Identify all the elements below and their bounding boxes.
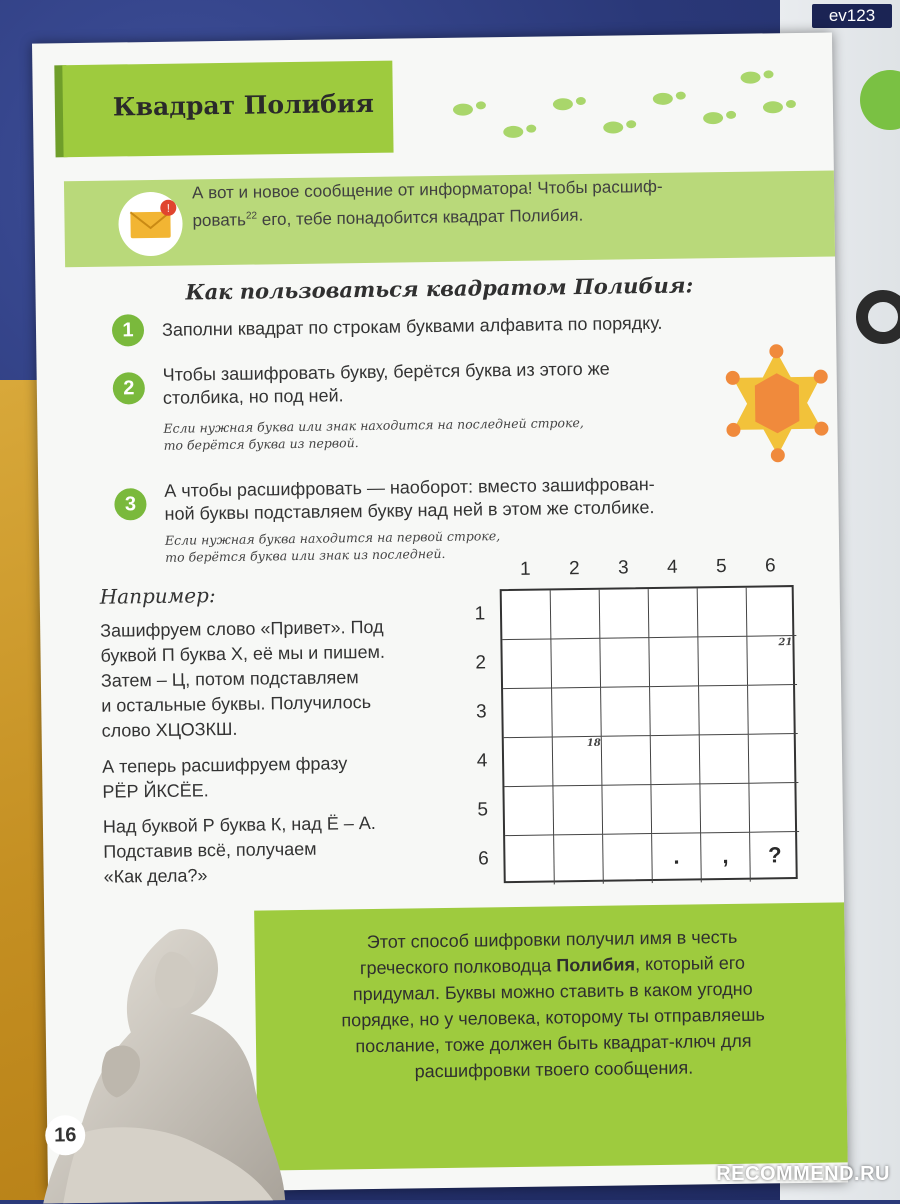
grid-cell [649, 637, 699, 687]
watermark-top: ev123 [812, 4, 892, 28]
grid-cell [650, 686, 700, 736]
cipher-grid [500, 585, 798, 883]
grid-cell [749, 734, 799, 784]
row-label-6: 6 [477, 848, 489, 870]
grid-cell [601, 687, 651, 737]
col-label-3: 3 [617, 557, 629, 579]
row-label-3: 3 [475, 701, 487, 723]
step-2-text: Чтобы зашифровать букву, берётся буква из этого же столбика, но под ней. [162, 358, 610, 408]
page-title: Квадрат Полибия [112, 88, 375, 122]
grid-cell [600, 589, 650, 639]
envelope-icon [118, 192, 183, 257]
grid-cell [602, 736, 652, 786]
grid-cell [503, 688, 553, 738]
envelope-badge [118, 192, 183, 257]
footnote-18: 18 [586, 737, 601, 749]
grid-cell [699, 686, 749, 736]
grid-cell [502, 639, 552, 689]
footnote-21: 21 [778, 637, 793, 649]
grid-cell [504, 737, 554, 787]
step-3-number: 3 [114, 488, 146, 520]
next-page-ring [856, 290, 900, 344]
polybius-square [459, 551, 794, 886]
grid-cell-period: . [652, 833, 702, 883]
grid-cell [651, 735, 701, 785]
grid-cell [551, 639, 601, 689]
example-paragraph-3: Над буквой Р буква К, над Ё – А. Подставив всё, получаем «Как дела?» [102, 812, 376, 887]
col-label-5: 5 [715, 555, 727, 578]
grid-cell [505, 835, 555, 885]
row-label-1: 1 [474, 603, 486, 625]
grid-cell [700, 735, 750, 785]
footprints-icon [432, 53, 813, 148]
example-heading: Например: [99, 583, 216, 609]
step-2-note: Если нужная буква или знак находится на последней строке, то берётся буква из первой. [163, 414, 584, 453]
polybius-statue-image [19, 890, 293, 1204]
step-2-number: 2 [113, 372, 145, 404]
next-page-green-circle [860, 70, 900, 130]
grid-cell [504, 786, 554, 836]
row-label-5: 5 [477, 799, 489, 821]
grid-cell-comma: , [701, 833, 751, 883]
col-label-6: 6 [764, 555, 776, 577]
grid-cell [602, 785, 652, 835]
svg-text:!: ! [166, 202, 170, 215]
col-label-2: 2 [568, 558, 580, 580]
book-page [32, 32, 848, 1193]
grid-cell [698, 637, 748, 687]
step-1-number: 1 [112, 314, 144, 346]
col-label-4: 4 [666, 556, 678, 578]
grid-cell [551, 590, 601, 640]
example-paragraph-2: А теперь расшифруем фразу РЁР ЙКСЁЕ. [101, 753, 348, 802]
grid-cell-footnote-18 [553, 737, 603, 787]
grid-cell [698, 588, 748, 638]
example-paragraph-1: Зашифруем слово «Привет». Под буквой П буква Х, её мы и пишем. Затем – Ц, потом подставляем и остальные буквы. Получилось слово ХЦОЗКШ. [100, 616, 386, 741]
grid-cell [700, 784, 750, 834]
star-icon [716, 342, 838, 464]
grid-cell [502, 590, 552, 640]
grid-cell [603, 834, 653, 884]
howto-heading: Как пользоваться квадратом Полибия: [185, 272, 694, 305]
page-number: 16 [45, 1115, 86, 1156]
bottom-info-text: Этот способ шифровки получил имя в честь греческого полководца Полибия, который его придумал. Буквы можно ставить в каком угодно порядке, но у человека, которому ты отправляешь послание, тоже должен быть квадрат-ключ для расшифровки твоего сообщения. [341, 926, 765, 1082]
step-3-text: А чтобы расшифровать — наоборот: вместо зашифрован- ной буквы подставляем букву над ней в этом же столбике. [164, 473, 655, 524]
col-label-1: 1 [519, 558, 531, 580]
row-label-2: 2 [475, 652, 487, 674]
grid-cell-question: ? [768, 842, 782, 868]
info-message: А вот и новое сообщение от информатора! Чтобы расшиф- ровать$^{22}$ его, тебе понадобится квадрат Полибия. [191, 176, 663, 231]
step-1-text: Заполни квадрат по строкам буквами алфавита по порядку. [161, 312, 663, 340]
grid-cell [554, 835, 604, 885]
grid-cell [553, 786, 603, 836]
grid-cell-footnote-21 [747, 636, 797, 686]
grid-cell [649, 588, 699, 638]
grid-cell [748, 685, 798, 735]
grid-cell [651, 784, 701, 834]
watermark-bottom: RECOMMEND.RU [716, 1163, 890, 1185]
row-label-4: 4 [476, 750, 488, 772]
grid-cell [749, 783, 799, 833]
grid-cell [600, 638, 650, 688]
step-3-note: Если нужная буква находится на первой строке, то берётся буква или знак из последней. [164, 528, 501, 565]
